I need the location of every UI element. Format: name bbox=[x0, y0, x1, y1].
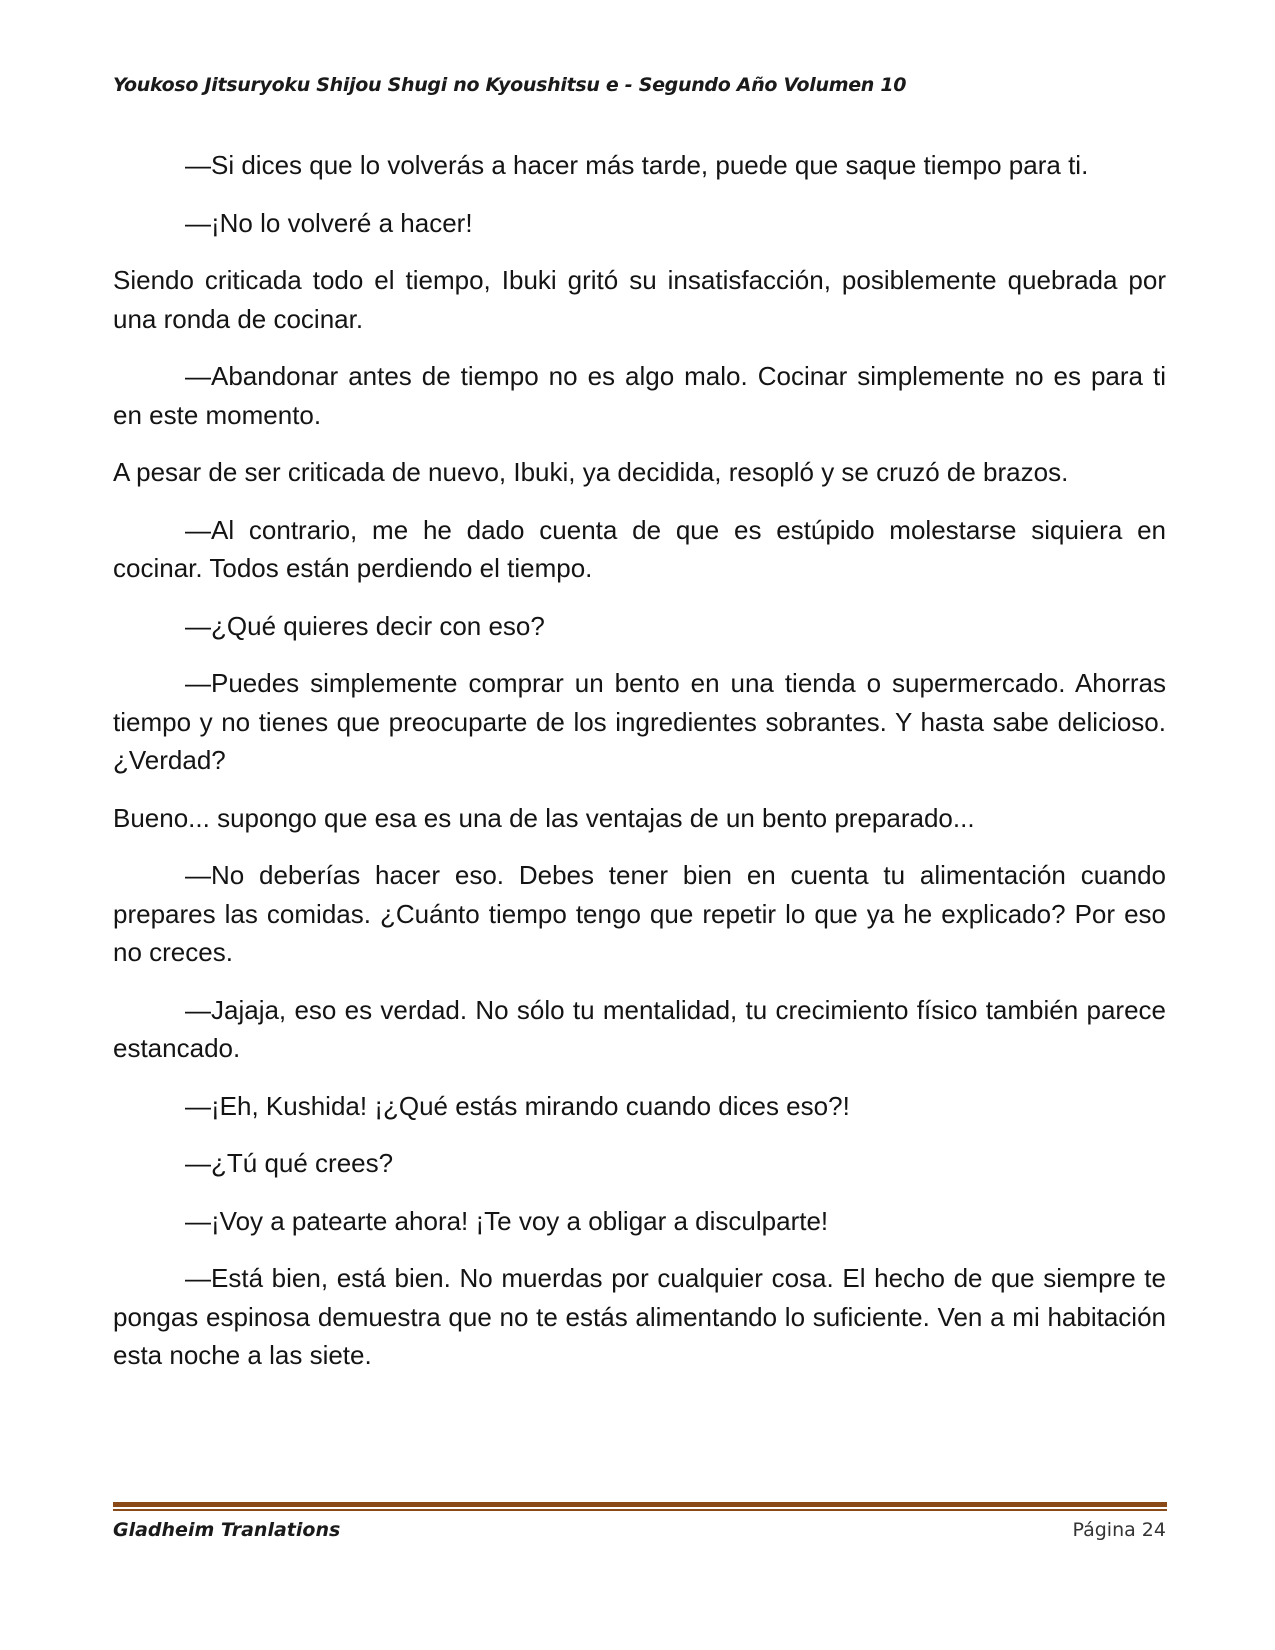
running-header-title: Youkoso Jitsuryoku Shijou Shugi no Kyoushitsu e - Segundo Año Volumen 10 bbox=[113, 74, 907, 96]
paragraph-4: —Abandonar antes de tiempo no es algo malo. Cocinar simplemente no es para ti en este momento. bbox=[113, 361, 1166, 430]
paragraph-6: —Al contrario, me he dado cuenta de que es estúpido molestarse siquiera en cocinar. Todos están perdiendo el tiempo. bbox=[113, 514, 1166, 583]
paragraph-2: —¡No lo volveré a hacer! bbox=[185, 207, 473, 238]
paragraph-5: A pesar de ser criticada de nuevo, Ibuki, ya decidida, resopló y se cruzó de brazos. bbox=[113, 457, 1069, 487]
paragraph-9: Bueno... supongo que esa es una de las ventajas de un bento preparado... bbox=[113, 802, 975, 833]
paragraph-7: —¿Qué quieres decir con eso? bbox=[185, 610, 545, 641]
footer-credit: Gladheim Tranlations bbox=[113, 1519, 341, 1541]
paragraph-10: —No deberías hacer eso. Debes tener bien en cuenta tu alimentación cuando prepares las comidas. ¿Cuánto tiempo tengo que repetir lo que ya he explicado? Por eso no creces. bbox=[113, 860, 1166, 967]
paragraph-15: —Está bien, está bien. No muerdas por cualquier cosa. El hecho de que siempre te pongas espinosa demuestra que no te estás alimentando lo suficiente. Ven a mi habitación esta noche a las siete. bbox=[113, 1263, 1166, 1370]
paragraph-8: —Puedes simplemente comprar un bento en una tienda o supermercado. Ahorras tiempo y no tienes que preocuparte de los ingredientes sobrantes. Y hasta sabe delicioso. ¿Verdad? bbox=[113, 668, 1166, 775]
page-number: Página 24 bbox=[1072, 1519, 1166, 1541]
body-text bbox=[113, 146, 1166, 1394]
paragraph-13: —¿Tú qué crees? bbox=[185, 1148, 394, 1178]
paragraph-12: —¡Eh, Kushida! ¡¿Qué estás mirando cuando dices eso?! bbox=[185, 1090, 850, 1121]
paragraph-3: Siendo criticada todo el tiempo, Ibuki gritó su insatisfacción, posiblemente quebrada por una ronda de cocinar. bbox=[113, 265, 1166, 334]
paragraph-1: —Si dices que lo volverás a hacer más tarde, puede que saque tiempo para ti. bbox=[185, 150, 1089, 180]
paragraph-14: —¡Voy a patearte ahora! ¡Te voy a obligar a disculparte! bbox=[185, 1205, 829, 1236]
footer-divider-thin-line bbox=[113, 1509, 1167, 1511]
footer-divider bbox=[113, 1502, 1167, 1511]
footer-divider-thick-line bbox=[113, 1502, 1167, 1507]
paragraph-11: —Jajaja, eso es verdad. No sólo tu mentalidad, tu crecimiento físico también parece estancado. bbox=[113, 994, 1166, 1063]
